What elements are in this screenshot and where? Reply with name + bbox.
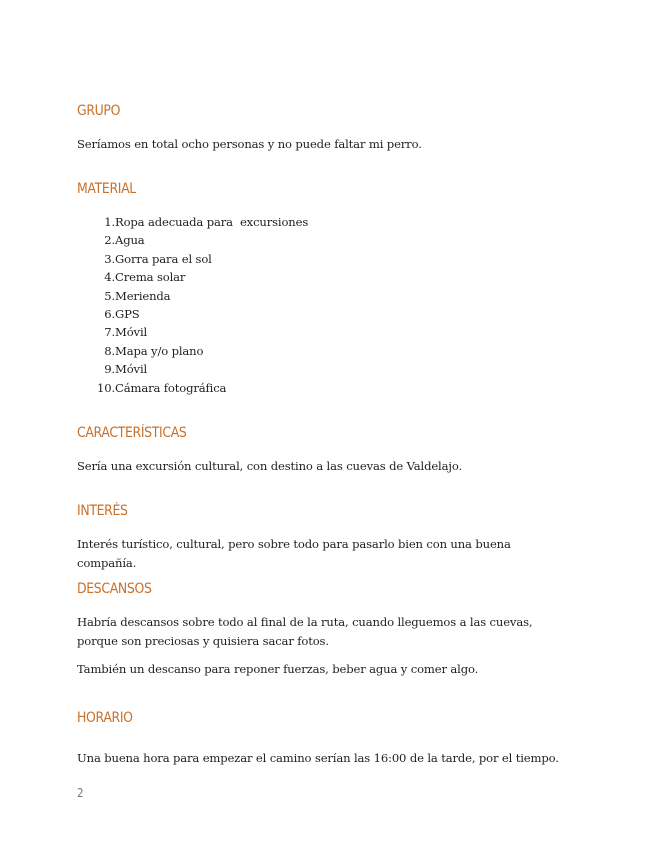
list-item-number: 5.	[104, 288, 115, 303]
paragraph-grupo: Seríamos en total ocho personas y no puede faltar mi perro.	[77, 137, 422, 151]
list-item	[77, 379, 227, 397]
heading-material: MATERIAL	[77, 181, 136, 197]
paragraph-caracteristicas: Sería una excursión cultural, con destino a las cuevas de Valdelajo.	[77, 459, 462, 473]
list-item-label: Mapa y/o plano	[115, 343, 204, 358]
heading-interes: INTERÉS	[77, 503, 128, 519]
list-item	[77, 342, 204, 360]
list-item-label: Merienda	[115, 288, 171, 303]
paragraph-interes: Interés turístico, cultural, pero sobre todo para pasarlo bien con una buena compañía.	[77, 537, 511, 570]
list-item-label: Gorra para el sol	[115, 251, 212, 266]
list-item	[77, 305, 140, 323]
heading-caracteristicas: CARACTERÍSTICAS	[77, 425, 187, 441]
list-item	[77, 268, 186, 286]
heading-grupo: GRUPO	[77, 103, 121, 119]
list-item	[77, 287, 171, 305]
list-item-number: 7.	[104, 325, 115, 340]
list-item-label: Cámara fotográfica	[115, 380, 227, 395]
list-item-label: GPS	[115, 306, 140, 321]
list-item-label: Agua	[115, 233, 145, 248]
list-item-label: Crema solar	[115, 270, 186, 285]
list-item-label: Móvil	[115, 325, 148, 340]
list-item-number: 8.	[104, 343, 115, 358]
list-item-number: 10.	[97, 380, 115, 395]
list-item-number: 2.	[104, 233, 115, 248]
list-item-number: 9.	[104, 362, 115, 377]
list-item-number: 6.	[104, 306, 115, 321]
page-number: 2	[77, 786, 84, 800]
heading-descansos: DESCANSOS	[77, 581, 152, 597]
paragraph-horario: Una buena hora para empezar el camino serían las 16:00 de la tarde, por el tiempo.	[77, 751, 559, 765]
list-item-label: Móvil	[115, 362, 148, 377]
paragraph-descansos-2: También un descanso para reponer fuerzas, beber agua y comer algo.	[77, 662, 479, 676]
list-item	[77, 231, 145, 249]
heading-horario: HORARIO	[77, 710, 133, 726]
list-item-number: 4.	[104, 270, 115, 285]
list-item	[77, 213, 309, 231]
material-list	[77, 213, 309, 397]
list-item	[77, 250, 212, 268]
list-item	[77, 323, 148, 341]
paragraph-descansos-1: Habría descansos sobre todo al final de la ruta, cuando lleguemos a las cuevas, porque son preciosas y quisiera sacar fotos.	[77, 615, 533, 648]
list-item-number: 3.	[104, 251, 115, 266]
list-item-label: Ropa adecuada para excursiones	[115, 215, 309, 229]
list-item	[77, 360, 148, 378]
list-item-number: 1.	[104, 215, 115, 229]
